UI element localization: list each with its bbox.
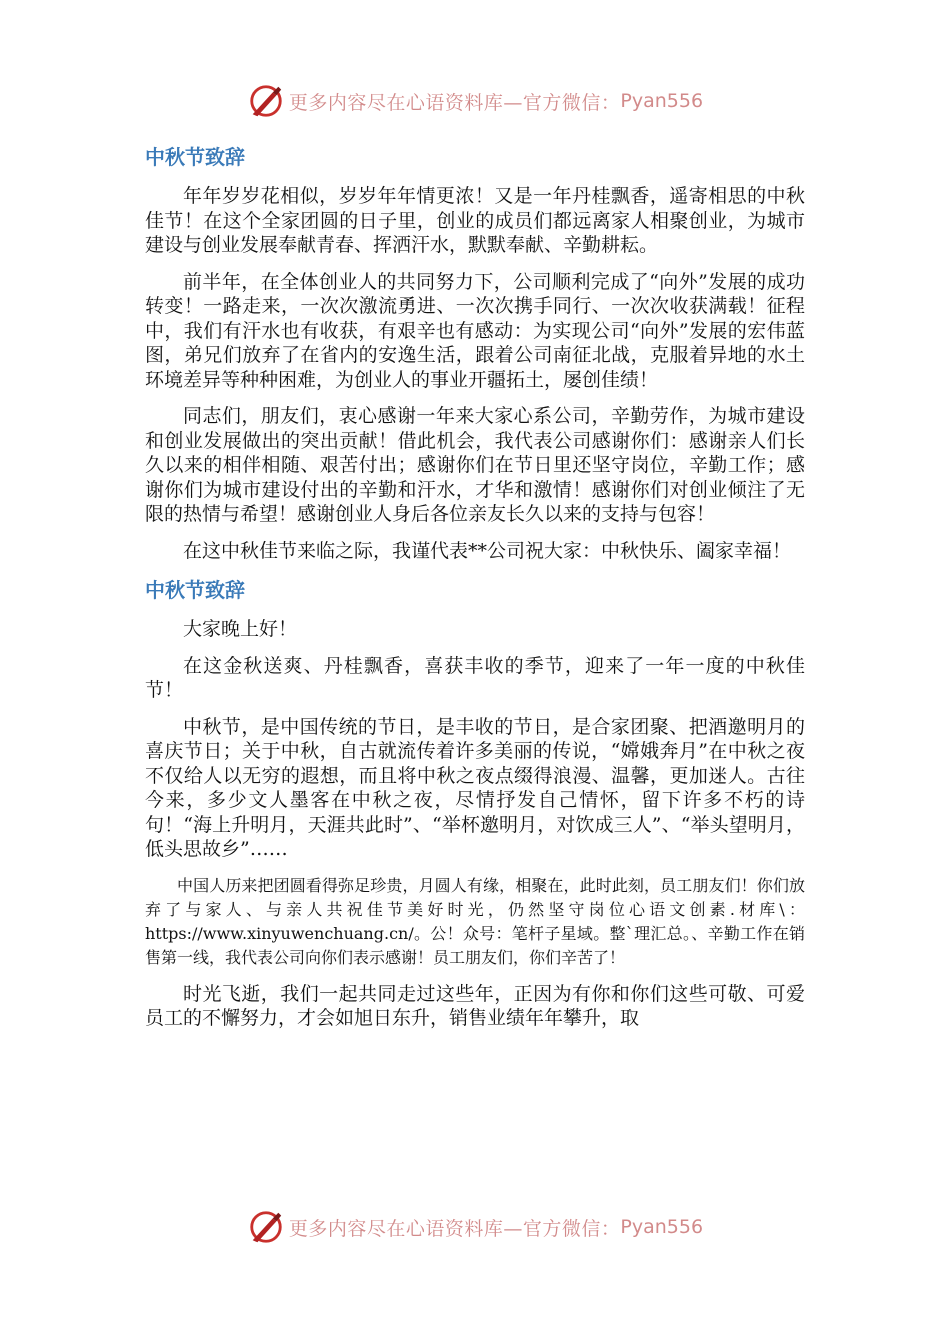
pen-circle-logo-icon	[247, 1208, 285, 1246]
paragraph: 年年岁岁花相似，岁岁年年情更浓！又是一年丹桂飘香，遥寄相思的中秋佳节！在这个全家团圆的日子里，创业的成员们都远离家人相聚创业，为城市建设与创业发展奉献青春、挥洒汗水，默默奉献、辛勤耕耘。	[145, 185, 805, 256]
paragraph: 在这中秋佳节来临之际，我谨代表**公司祝大家：中秋快乐、阖家幸福！	[183, 539, 792, 562]
header-banner	[0, 82, 950, 120]
paragraph: 在这金秋送爽、丹桂飘香，喜获丰收的季节，迎来了一年一度的中秋佳节！	[145, 654, 805, 701]
footer-banner	[0, 1208, 950, 1246]
banner-wechat-id: Pyan556	[620, 1216, 704, 1238]
section-title: 中秋节致辞	[145, 578, 245, 602]
banner-text: 更多内容尽在心语资料库—官方微信：	[288, 1217, 621, 1240]
document-body	[145, 142, 805, 1043]
paragraph: 前半年，在全体创业人的共同努力下，公司顺利完成了“向外”发展的成功转变！一路走来，一次次激流勇进、一次次携手同行、一次次收获满载！征程中，我们有汗水也有收获，有艰辛也有感动：为实现公司“向外”发展的宏伟蓝图，弟兄们放弃了在省内的安逸生活，跟着公司南征北战，克服着异地的水土环境差异等种种困难，为创业人的事业开疆拓土，屡创佳绩！	[145, 270, 805, 391]
banner-text: 更多内容尽在心语资料库—官方微信：	[288, 91, 621, 114]
section-title: 中秋节致辞	[145, 145, 245, 169]
paragraph: 中国人历来把团圆看得弥足珍贵，月圆人有缘，相聚在，此时此刻，员工朋友们！你们放弃了与家人、与亲人共祝佳节美好时光，仍然坚守岗位心语文创素.材库\：https://www.xinyuwenchuang.cn/。公！众号：笔杆子星域。整`理汇总。、辛勤工作在销售第一线，我代表公司向你们表示感谢！员工朋友们，你们辛苦了！	[145, 875, 805, 967]
paragraph: 大家晚上好！	[183, 618, 298, 640]
pen-circle-logo-icon	[247, 82, 285, 120]
banner-wechat-id: Pyan556	[620, 90, 704, 112]
paragraph: 同志们，朋友们，衷心感谢一年来大家心系公司，辛勤劳作，为城市建设和创业发展做出的突出贡献！借此机会，我代表公司感谢你们：感谢亲人们长久以来的相伴相随、艰苦付出；感谢你们在节日里还坚守岗位，辛勤工作；感谢你们为城市建设付出的辛勤和汗水，才华和激情！感谢你们对创业倾注了无限的热情与希望！感谢创业人身后各位亲友长久以来的支持与包容！	[145, 405, 805, 525]
paragraph: 中秋节，是中国传统的节日，是丰收的节日，是合家团聚、把酒邀明月的喜庆节日；关于中秋，自古就流传着许多美丽的传说，“嫦娥奔月”在中秋之夜不仅给人以无穷的遐想，而且将中秋之夜点缀得浪漫、温馨，更加迷人。古往今来，多少文人墨客在中秋之夜，尽情抒发自己情怀，留下许多不朽的诗句！“海上升明月，天涯共此时”、“举杯邀明月，对饮成三人”、“举头望明月，低头思故乡”……	[145, 715, 805, 860]
paragraph: 时光飞逝，我们一起共同走过这些年，正因为有你和你们这些可敬、可爱员工的不懈努力，才会如旭日东升，销售业绩年年攀升，取	[145, 982, 805, 1029]
